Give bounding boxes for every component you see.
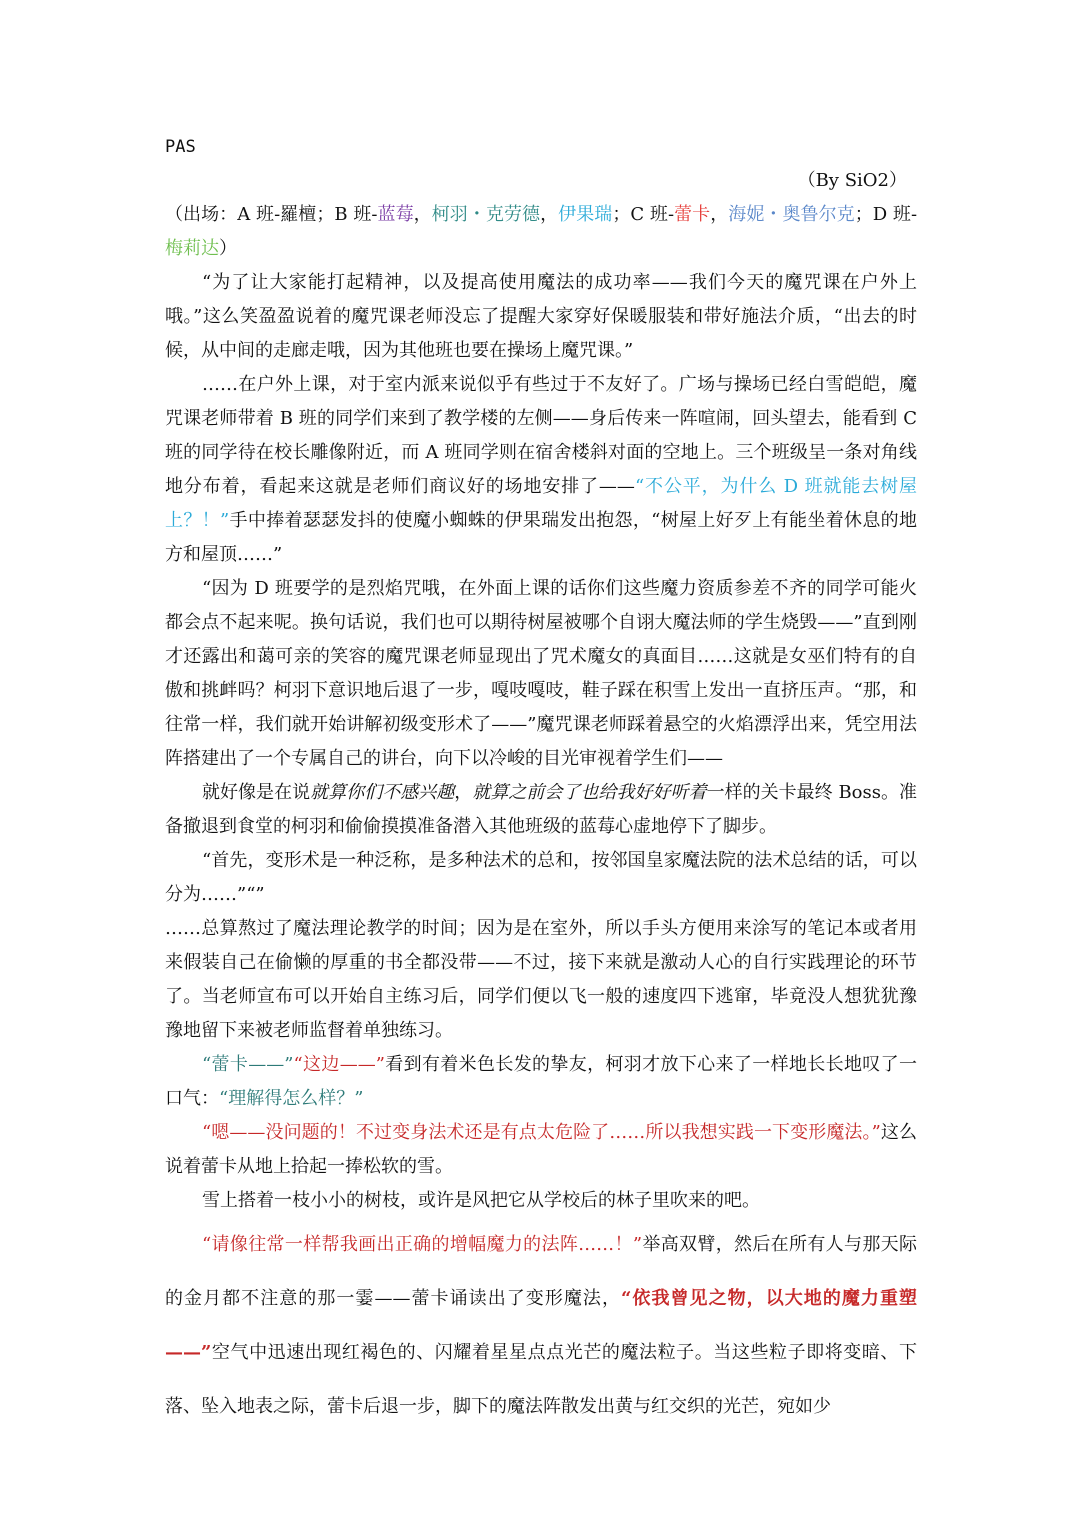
narration: ， — [454, 782, 473, 803]
leika-dialogue: “嗯——没问题的！不过变身法术还是有点太危险了……所以我想实践一下变形魔法。” — [202, 1122, 881, 1143]
cast-separator: ， — [413, 204, 432, 225]
paragraph-1: “为了让大家能打起精神，以及提高使用魔法的成功率——我们今天的魔咒课在户外上哦。”这么笑盈盈说着的魔咒课老师没忘了提醒大家穿好保暖服装和带好施法介质，“出去的时候，从中间的走廊走哦，因为其他班也要在操场上魔咒课。” — [165, 272, 917, 361]
author-byline: （By SiO2） — [797, 170, 907, 191]
document-title: PAS — [165, 137, 196, 157]
leika-dialogue: “请像往常一样帮我画出正确的增幅魔力的法阵……！” — [202, 1234, 643, 1255]
narration: 一样的关卡最终 Boss。准备撤退到食堂的柯羽和偷偷摸摸准备潜入其他班级的蓝莓心虚地停下了脚步。 — [165, 782, 918, 837]
narration: 空气中迅速出现红褐色的、闪耀着星星点点光芒的魔法粒子。当这些粒子即将变暗、下落、坠入地表之际，蕾卡后退一步，脚下的魔法阵散发出黄与红交织的光芒，宛如少 — [165, 1342, 917, 1417]
leika-dialogue: “这边——” — [293, 1054, 385, 1075]
paragraph-3: “因为 D 班要学的是烈焰咒哦，在外面上课的话你们这些魔力资质参差不齐的同学可能火都会点不起来呢。换句话说，我们也可以期待树屋被哪个自诩大魔法师的学生烧毁——”直到刚才还露出和蔼可亲的笑容的魔咒课老师显现出了咒术魔女的真面目……这就是女巫们特有的自傲和挑衅吗？柯羽下意识地后退了一步，嘎吱嘎吱，鞋子踩在积雪上发出一直挤压声。“那，和往常一样，我们就开始讲解初级变形术了——”魔咒课老师踩着悬空的火焰漂浮出来，凭空用法阵搭建出了一个专属自己的讲台，向下以冷峻的目光审视着学生们—— — [165, 578, 917, 769]
narration: ……在户外上课，对于室内派来说似乎有些过于不友好了。广场与操场已经白雪皑皑，魔咒课老师带着 B 班的同学们来到了教学楼的左侧——身后传来一阵喧闹，回头望去，能看到 C 班的同学待在校长雕像附近，而 A 班同学则在宿舍楼斜对面的空地上。三个班级呈一条对角线地分布着，看起来这就是老师们商议好的场地安排了—— — [165, 374, 917, 497]
keyu-dialogue: “理解得怎么样？” — [219, 1088, 364, 1109]
cast-yiguorui: 伊果瑞 — [558, 204, 613, 225]
cast-class-c: ；C 班- — [612, 204, 675, 225]
paragraph-6: ……总算熬过了魔法理论教学的时间；因为是在室外，所以手头方便用来涂写的笔记本或者用来假装自己在偷懒的厚重的书全都没带——不过，接下来就是激动人心的自行实践理论的环节了。当老师宣布可以开始自主练习后，同学们便以飞一般的速度四下逃窜，毕竟没人想犹犹豫豫地留下来被老师监督着单独练习。 — [165, 918, 917, 1041]
paragraph-5: “首先，变形术是一种泛称，是多种法术的总和，按邻国皇家魔法院的法术总结的话，可以分为……”“” — [165, 850, 917, 905]
cast-prefix: （出场：A 班-羅檀；B 班- — [165, 204, 378, 225]
italic-thought: 就算你们不感兴趣 — [310, 782, 455, 803]
cast-suffix: ） — [219, 238, 237, 259]
cast-haini: 海妮・奥鲁尔克 — [728, 204, 855, 225]
cast-list — [165, 198, 917, 266]
keyu-dialogue: “蕾卡——” — [202, 1054, 294, 1075]
cast-keyu: 柯羽・克劳德 — [431, 204, 541, 225]
narration: 手中捧着瑟瑟发抖的使魔小蜘蛛的伊果瑞发出抱怨，“树屋上好歹上有能坐着休息的地方和屋顶……” — [165, 510, 918, 565]
cast-separator: ， — [540, 204, 559, 225]
document-page — [165, 130, 917, 1434]
cast-separator: ， — [710, 204, 729, 225]
narration: 看到有着米色长发的挚友，柯羽才放下心来了一样地长长地叹了一口气： — [165, 1054, 918, 1109]
paragraph-10 — [165, 1218, 917, 1434]
cast-lanmei: 蓝莓 — [377, 204, 414, 225]
cast-leika: 蕾卡 — [674, 204, 711, 225]
paragraph-8 — [165, 1116, 917, 1184]
paragraph-7 — [165, 1048, 917, 1116]
narration: 就好像是在说 — [202, 782, 311, 803]
paragraph-9: 雪上搭着一枝小小的树枝，或许是风把它从学校后的林子里吹来的吧。 — [202, 1190, 760, 1211]
cast-meilida: 梅莉达 — [165, 238, 219, 259]
paragraph-4 — [165, 776, 917, 844]
narration: 举高双臂，然后在所有人与那天际的金月都不注意的那一霎——蕾卡诵读出了变形魔法， — [165, 1234, 918, 1309]
yiguorui-dialogue: “不公平，为什么 D 班就能去树屋上？！” — [165, 476, 918, 531]
narration: 这么说着蕾卡从地上拾起一捧松软的雪。 — [165, 1122, 918, 1177]
paragraph-2 — [165, 368, 917, 572]
italic-thought: 就算之前会了也给我好好听着 — [472, 782, 707, 803]
spell-incantation: “依我曾见之物，以大地的魔力重塑——” — [165, 1288, 917, 1363]
cast-class-d: ；D 班- — [854, 204, 918, 225]
